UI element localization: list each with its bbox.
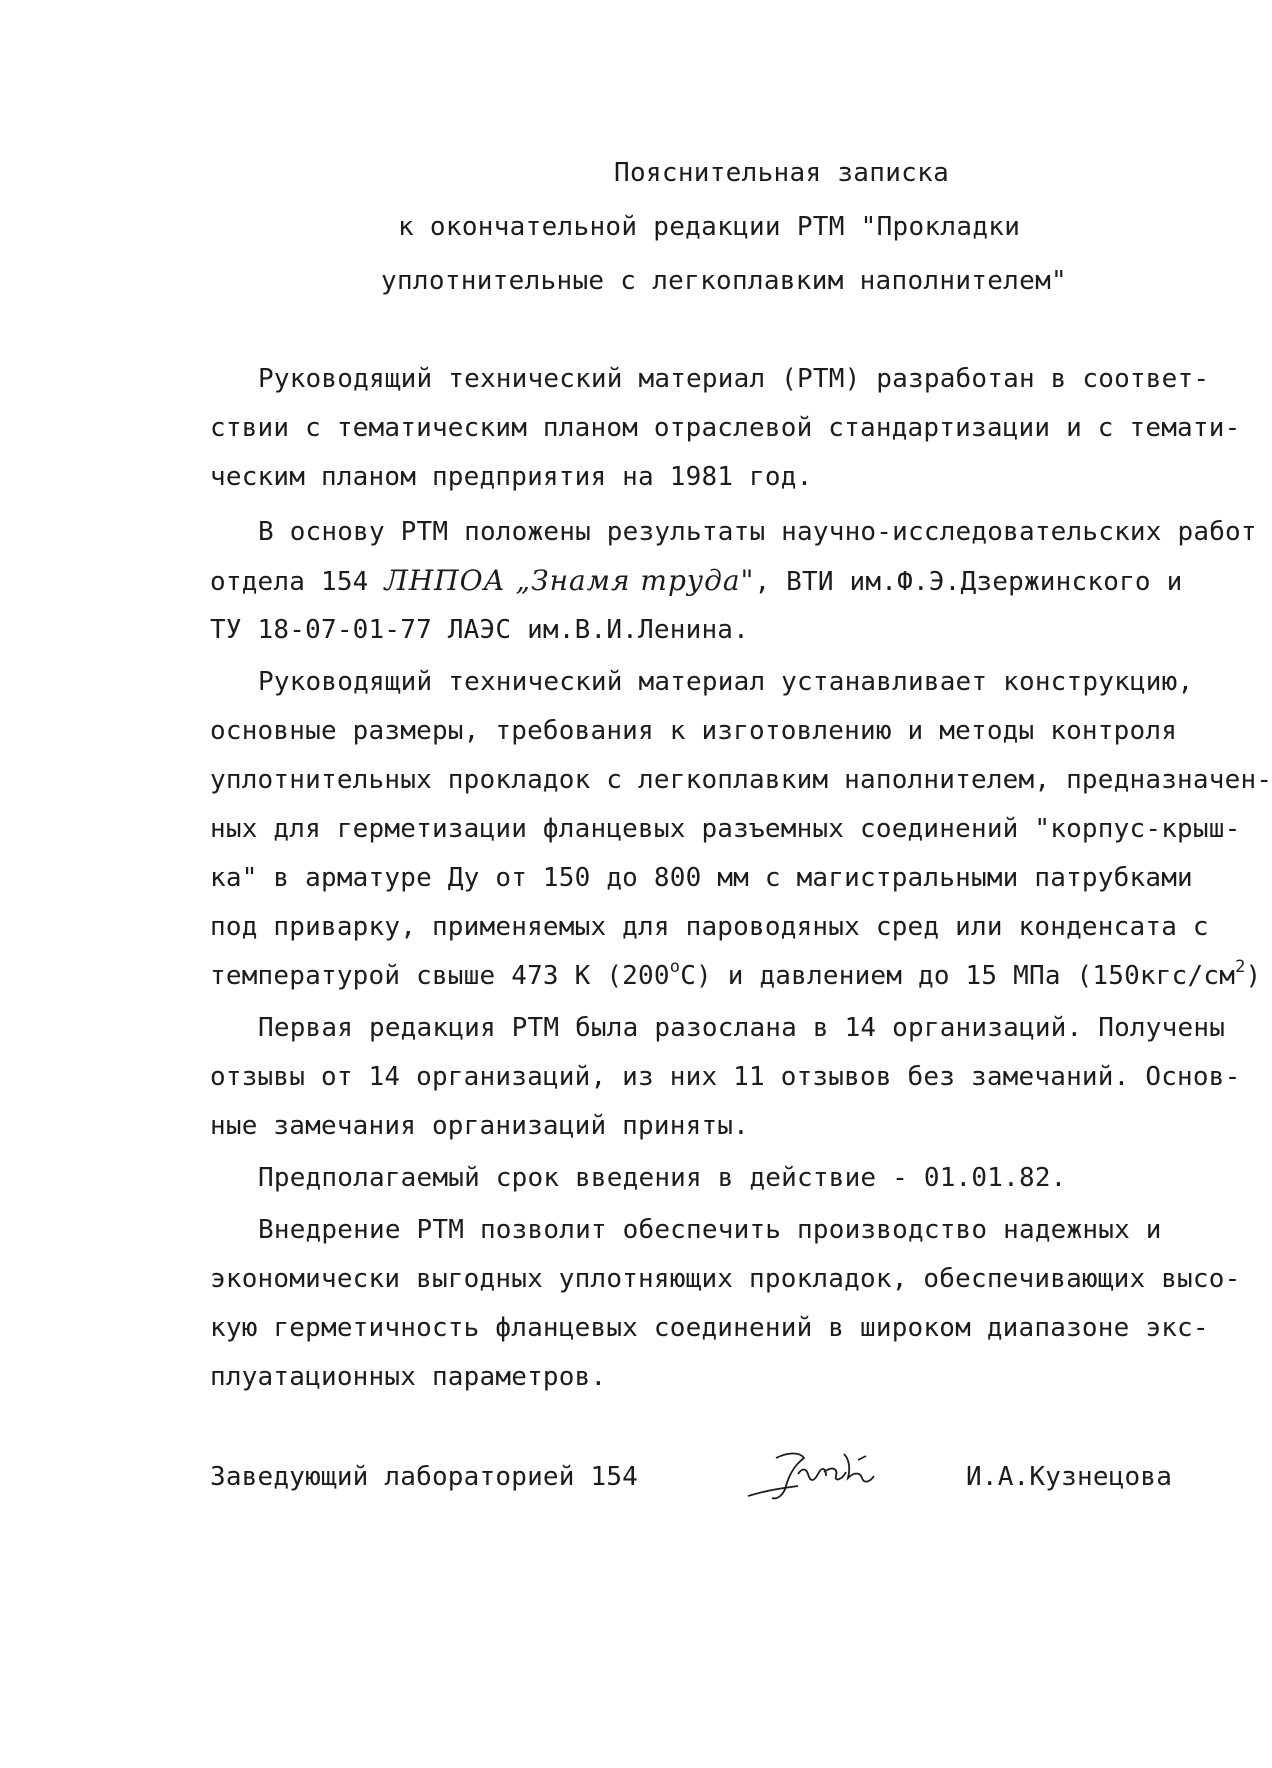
handwritten-signature [738,1438,888,1508]
paragraph-6-line-3: кую герметичность фланцевых соединений в широком диапазоне экс- [210,1313,1209,1343]
paragraph-6-line-1: Внедрение РТМ позволит обеспечить производство надежных и [258,1215,1162,1245]
paragraph-4-line-2: отзывы от 14 организаций, из них 11 отзывов без замечаний. Основ- [210,1062,1241,1092]
paragraph-2-line-3: ТУ 18-07-01-77 ЛАЭС им.В.И.Ленина. [210,615,750,645]
paragraph-3-line-4: ных для герметизации фланцевых разъемных соединений "корпус-крыш- [210,814,1241,844]
paragraph-3-line-7-mid: С) и давлением до 15 МПа (150кгс/см [680,961,1236,991]
paragraph-6-line-4: плуатационных параметров. [210,1362,607,1392]
degree-superscript: о [669,957,681,977]
paragraph-1-line-2: ствии с тематическим планом отраслевой стандартизации и с темати- [210,413,1241,443]
paragraph-3-line-7-post: ) [1245,961,1262,991]
paragraph-3-line-7 [210,957,1262,991]
title-line-2: к окончательной редакции РТМ "Прокладки [398,212,1021,242]
paragraph-3-line-2: основные размеры, требования к изготовлению и методы контроля [210,716,1178,746]
signatory-name: И.А.Кузнецова [966,1462,1173,1492]
paragraph-2-line-2-post: , ВТИ им.Ф.Э.Дзержинского и [754,567,1183,597]
squared-superscript: 2 [1235,957,1246,977]
paragraph-3-line-6: под приварку, применяемых для пароводяных сред или конденсата с [210,912,1209,942]
paragraph-3-line-5: ка" в арматуре Ду от 150 до 800 мм с магистральными патрубками [210,863,1193,893]
title-line-3: уплотнительные с легкоплавким наполнителем" [381,266,1067,296]
paragraph-3-line-3: уплотнительных прокладок с легкоплавким наполнителем, предназначен- [210,765,1272,795]
paragraph-3-line-7-pre: температурой свыше 473 К (200 [210,961,670,991]
paragraph-1-line-3: ческим планом предприятия на 1981 год. [210,462,813,492]
paragraph-5-line-1: Предполагаемый срок введения в действие - 01.01.82. [258,1163,1067,1193]
paragraph-2-line-2 [210,566,1182,597]
paragraph-2-line-2-pre: отдела 154 [210,567,385,597]
paragraph-3-line-1: Руководящий технический материал устанавливает конструкцию, [258,667,1194,697]
paragraph-4-line-3: ные замечания организаций приняты. [210,1111,750,1141]
handwritten-insert: ЛНПОА „Знамя труда" [384,564,755,597]
title-line-1: Пояснительная записка [614,158,950,188]
paragraph-4-line-1: Первая редакция РТМ была разослана в 14 организаций. Получены [258,1013,1226,1043]
paragraph-6-line-2: экономически выгодных уплотняющих прокладок, обеспечивающих высо- [210,1264,1241,1294]
paragraph-1-line-1: Руководящий технический материал (РТМ) разработан в соответ- [258,364,1210,394]
paragraph-2-line-1: В основу РТМ положены результаты научно-исследовательских работ [258,517,1257,547]
signatory-position: Заведующий лабораторией 154 [210,1462,639,1492]
